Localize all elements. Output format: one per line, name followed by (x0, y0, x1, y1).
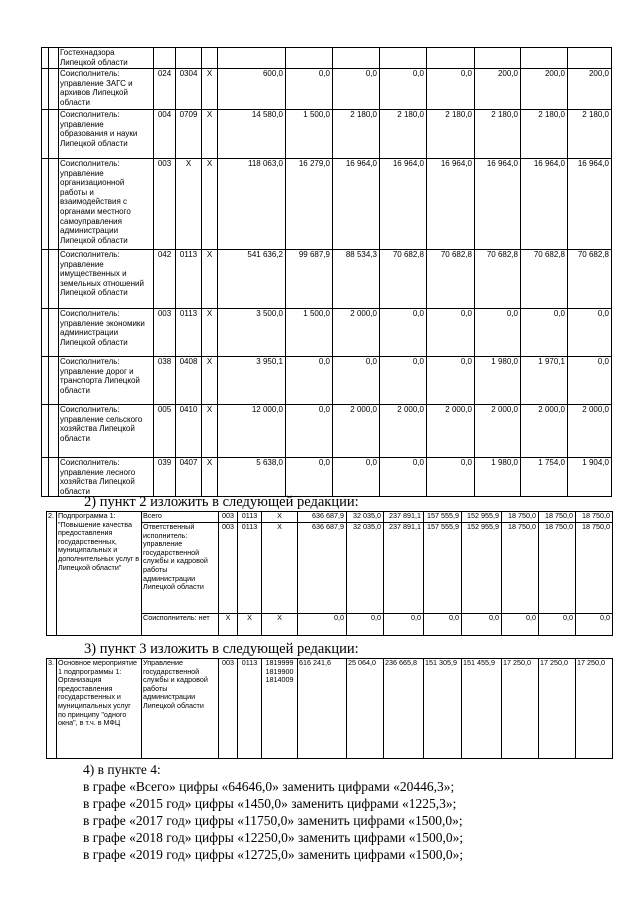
table-row: Соисполнитель: нет Х Х Х 0,0 0,0 0,0 0,0 0,0 0,0 0,0 0,0 (47, 614, 613, 636)
paragraph: 4) в пункте 4: (83, 762, 161, 777)
row-number: 2. (47, 512, 57, 636)
row-name: Соисполнитель: управление организационной работы и взаимодействия с органами местного самоуправления администрации Липецкой области (59, 159, 154, 250)
row-name: Ответственный исполнитель: управление государственной службы и кадровой работы администрации Липецкой области (142, 523, 219, 614)
paragraph: в графе «2017 год» цифры «11750,0» заменить цифрами «1500,0»; (83, 813, 463, 828)
table-row: 3. Основное мероприятие 1 подпрограммы 1: Организация предоставления государственных и муниципальных услуг по принципу "одного окна", в т.ч. в МФЦ Управление государственной службы и кадровой работы администрации Липецкой области 003 0113 1819999 1819900 1814009 616 241,6 25 064,0 236 665,8 151 305,9 151 455,9 17 250,0 17 250,0 17 250,0 (47, 659, 613, 759)
row-name: Соисполнитель: управление лесного хозяйства Липецкой области (59, 458, 154, 497)
row-name: Соисполнитель: управление образования и науки Липецкой области (59, 110, 154, 159)
table-row: Соисполнитель: управление дорог и транспорта Липецкой области 038 0408 Х 3 950,1 0,0 0,0 0,0 0,0 1 980,0 1 970,1 0,0 (42, 357, 612, 405)
table-row: Соисполнитель: управление экономики администрации Липецкой области 003 0113 Х 3 500,0 1 500,0 2 000,0 0,0 0,0 0,0 0,0 0,0 (42, 309, 612, 357)
section-heading-3: 3) пункт 3 изложить в следующей редакции: (84, 641, 359, 657)
event-title: Основное мероприятие 1 подпрограммы 1: Организация предоставления государственных и муниципальных услуг по принципу "одного окна", в т.ч. в МФЦ (57, 659, 142, 759)
row-name: Соисполнитель: управление дорог и транспорта Липецкой области (59, 357, 154, 405)
table-row: Соисполнитель: управление образования и науки Липецкой области 004 0709 Х 14 580,0 1 500,0 2 180,0 2 180,0 2 180,0 2 180,0 2 180,0 2 180,0 (42, 110, 612, 159)
row-number: 3. (47, 659, 57, 759)
paragraph: в графе «2019 год» цифры «12725,0» заменить цифрами «1500,0»; (83, 847, 464, 862)
target-codes: 1819999 1819900 1814009 (262, 659, 298, 759)
table-row: Ответственный исполнитель: управление государственной службы и кадровой работы администрации Липецкой области 003 0113 Х 636 687,9 32 035,0 237 891,1 157 555,9 152 955,9 18 750,0 18 750,0 18 750,0 (47, 523, 613, 614)
row-name: Соисполнитель: управление сельского хозяйства Липецкой области (59, 405, 154, 458)
table-row: 2. Подпрограмма 1: "Повышение качества предоставления государственных, муниципальных и дополнительных услуг в Липецкой области" Всего 003 0113 Х 636 687,9 32 035,0 237 891,1 157 555,9 152 955,9 18 750,0 18 750,0 18 750,0 (47, 512, 613, 523)
row-name: Соисполнитель: управление ЗАГС и архивов Липецкой области (59, 69, 154, 110)
event-table (46, 658, 613, 759)
continuation-table (41, 47, 612, 497)
paragraph: в графе «2015 год» цифры «1450,0» заменить цифрами «1225,3»; (83, 796, 457, 811)
table-row: Соисполнитель: управление сельского хозяйства Липецкой области 005 0410 Х 12 000,0 0,0 2 000,0 2 000,0 2 000,0 2 000,0 2 000,0 2 000,0 (42, 405, 612, 458)
paragraph: в графе «2018 год» цифры «12250,0» заменить цифрами «1500,0»; (83, 830, 464, 845)
table-row: Соисполнитель: управление ЗАГС и архивов Липецкой области 024 0304 Х 600,0 0,0 0,0 0,0 0,0 200,0 200,0 200,0 (42, 69, 612, 110)
subprogram-title: Подпрограмма 1: "Повышение качества предоставления государственных, муниципальных и дополнительных услуг в Липецкой области" (57, 512, 142, 636)
executor: Управление государственной службы и кадровой работы администрации Липецкой области (142, 659, 219, 759)
row-name: Соисполнитель: управление экономики администрации Липецкой области (59, 309, 154, 357)
table-row: Соисполнитель: управление имущественных и земельных отношений Липецкой области 042 0113 Х 541 636,2 99 687,9 88 534,3 70 682,8 70 682,8 70 682,8 70 682,8 70 682,8 (42, 250, 612, 309)
table-row (42, 48, 612, 69)
row-name: Гостехнадзора Липецкой области (59, 48, 154, 69)
table-row: Соисполнитель: управление организационной работы и взаимодействия с органами местного самоуправления администрации Липецкой области 003 Х Х 118 063,0 16 279,0 16 964,0 16 964,0 16 964,0 16 964,0 16 964,0 16 964,0 (42, 159, 612, 250)
row-name: Соисполнитель: управление имущественных и земельных отношений Липецкой области (59, 250, 154, 309)
section-heading-2: 2) пункт 2 изложить в следующей редакции: (84, 494, 359, 510)
row-name: Соисполнитель: нет (142, 614, 219, 636)
row-name: Всего (142, 512, 219, 523)
table-row: Соисполнитель: управление лесного хозяйства Липецкой области 039 0407 Х 5 638,0 0,0 0,0 0,0 0,0 1 980,0 1 754,0 1 904,0 (42, 458, 612, 497)
subprogram-table (46, 511, 613, 636)
paragraph: в графе «Всего» цифры «64646,0» заменить цифрами «20446,3»; (83, 779, 455, 794)
